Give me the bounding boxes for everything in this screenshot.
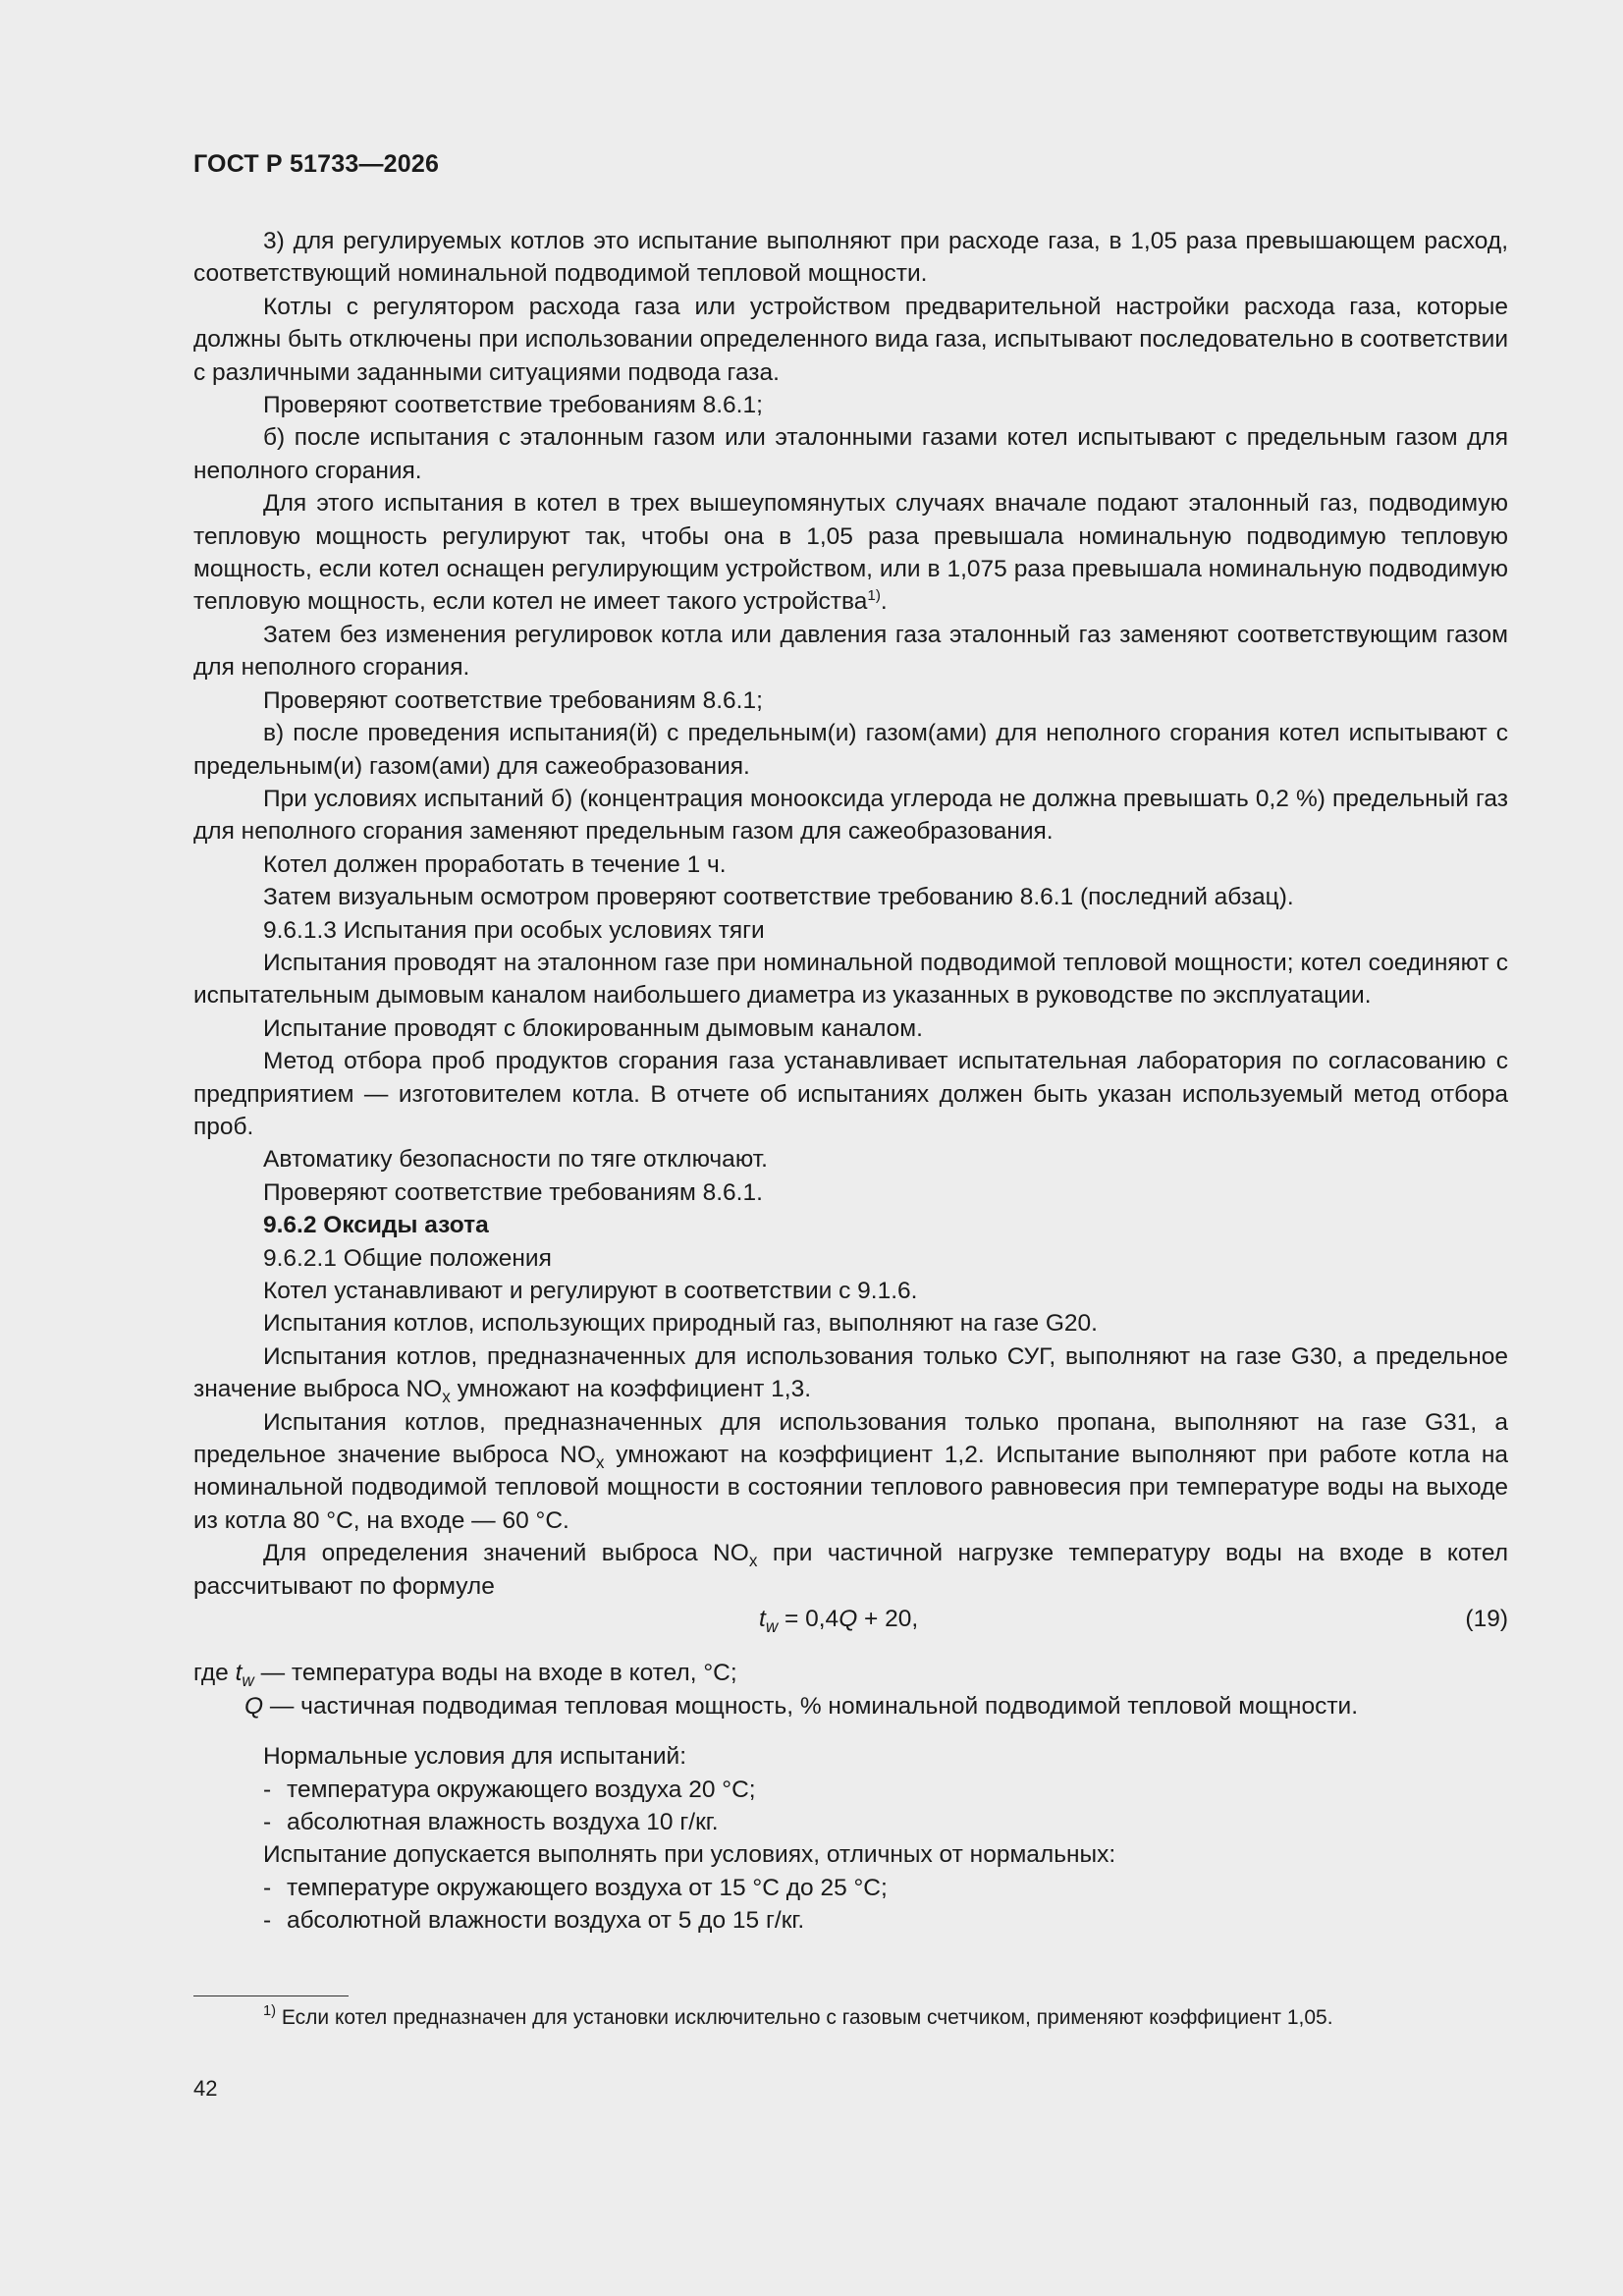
formula-variable: t: [235, 1660, 243, 1687]
paragraph: Автоматику безопасности по тяге отключают.: [263, 1146, 768, 1174]
conditions-title: Испытание допускается выполнять при условиях, отличных от нормальных:: [263, 1841, 1116, 1869]
formula-subscript: w: [242, 1670, 254, 1691]
where-prefix: где: [193, 1660, 236, 1687]
paragraph-text: при частичной нагрузке температуру воды на входе в котел рассчитывают по формуле: [193, 1540, 1508, 1600]
paragraph: При условиях испытаний б) (концентрация монооксида углерода не должна превышать 0,2 %) предельный газ для неполного сгорания заменяют предельным газом для сажеобразования.: [193, 785, 1508, 846]
where-line: [193, 1690, 1508, 1722]
subscript: x: [442, 1387, 451, 1407]
list-dash: -: [263, 1776, 272, 1803]
paragraph: Испытания котлов, использующих природный газ, выполняют на газе G20.: [263, 1310, 1098, 1338]
paragraph: Затем визуальным осмотром проверяют соответствие требованию 8.6.1 (последний абзац).: [263, 884, 1294, 911]
list-item: [193, 1774, 1508, 1806]
document-header: ГОСТ Р 51733—2026: [193, 150, 440, 178]
footnote: [193, 2003, 1508, 2033]
where-text: — температура воды на входе в котел, °C;: [253, 1660, 737, 1687]
paragraph-text: Испытания котлов, предназначенных для использования только пропана, выполняют на газе G31, а предельное значение выброса NO: [193, 1408, 1508, 1469]
formula-variable: Q: [839, 1606, 858, 1633]
footnote-text: Если котел предназначен для установки исключительно с газовым счетчиком, применяют коэффициент 1,05.: [276, 2006, 1333, 2029]
paragraph: Котлы с регулятором расхода газа или устройством предварительной настройки расхода газа, которые должны быть отключены при использовании определенного вида газа, испытывают последовательно в соответствии с различными заданными ситуациями подвода газа.: [193, 293, 1508, 386]
paragraph: [193, 1340, 1508, 1406]
paragraph: Котел должен проработать в течение 1 ч.: [263, 850, 727, 878]
paragraph: Испытание проводят с блокированным дымовым каналом.: [263, 1014, 923, 1042]
paragraph: [193, 1537, 1508, 1603]
paragraph: [193, 487, 1508, 619]
paragraph: б) после испытания с эталонным газом или эталонными газами котел испытывают с предельным газом для неполного сгорания.: [193, 424, 1508, 484]
subscript: x: [595, 1452, 605, 1473]
formula-number: (19): [1465, 1606, 1508, 1633]
where-line: [193, 1657, 1508, 1689]
list-item: [193, 1904, 1508, 1937]
spacer: [193, 1722, 1508, 1740]
paragraph: Затем без изменения регулировок котла или давления газа эталонный газ заменяют соответствующим газом для неполного сгорания.: [193, 621, 1508, 682]
list-item: [193, 1872, 1508, 1904]
footnote-marker: 1): [263, 2003, 277, 2020]
formula-subscript: w: [765, 1616, 779, 1637]
list-item: [193, 1806, 1508, 1838]
paragraph-text: .: [880, 588, 888, 616]
footnote-divider: [193, 1995, 349, 1996]
paragraph-text: Для этого испытания в котел в трех вышеупомянутых случаях вначале подают эталонный газ, подводимую тепловую мощность регулируют так, чтобы она в 1,05 раза превышала номинальную подводимую тепловую мощность, если котел оснащен регулирующим устройством, или в 1,075 раза превышала номинальную подводимую тепловую мощность, если котел не имеет такого устройства: [193, 490, 1508, 616]
footnote-reference: 1): [867, 587, 881, 605]
paragraph-text: Испытания котлов, предназначенных для использования только СУГ, выполняют на газе G30, а предельное значение выброса NO: [193, 1342, 1508, 1403]
page-number: 42: [193, 2076, 218, 2101]
paragraph: Проверяют соответствие требованиям 8.6.1;: [263, 392, 763, 419]
paragraph: Проверяют соответствие требованиям 8.6.1;: [263, 686, 763, 714]
paragraph-text: Для определения значений выброса NO: [263, 1540, 749, 1567]
list-dash: -: [263, 1907, 272, 1935]
list-item-text: абсолютная влажность воздуха 10 г/кг.: [287, 1809, 719, 1836]
paragraph: Испытания проводят на эталонном газе при номинальной подводимой тепловой мощности; котел соединяют с испытательным дымовым каналом наибольшего диаметра из указанных в руководстве по эксплуатации.: [193, 949, 1508, 1010]
list-item-text: температуре окружающего воздуха от 15 °C до 25 °C;: [287, 1874, 888, 1901]
formula-variable: Q: [244, 1692, 264, 1720]
paragraph: в) после проведения испытания(й) с предельным(и) газом(ами) для неполного сгорания котел испытывают с предельным(и) газом(ами) для сажеобразования.: [193, 720, 1508, 780]
formula-variable: t: [759, 1606, 766, 1633]
paragraph-text: умножают на коэффициент 1,3.: [450, 1376, 812, 1403]
list-dash: -: [263, 1809, 272, 1836]
section-heading-bold: 9.6.2 Оксиды азота: [263, 1212, 489, 1239]
paragraph: 3) для регулируемых котлов это испытание выполняют при расходе газа, в 1,05 раза превышающем расход, соответствующий номинальной подводимой тепловой мощности.: [193, 228, 1508, 288]
list-item-text: абсолютной влажности воздуха от 5 до 15 г/кг.: [287, 1907, 805, 1935]
paragraph: Метод отбора проб продуктов сгорания газа устанавливает испытательная лаборатория по согласованию с предприятием — изготовителем котла. В отчете об испытаниях должен быть указан используемый метод отбора проб.: [193, 1048, 1508, 1140]
list-dash: -: [263, 1874, 272, 1901]
paragraph: Проверяют соответствие требованиям 8.6.1.: [263, 1178, 763, 1206]
paragraph-text: умножают на коэффициент 1,2. Испытание выполняют при работе котла на номинальной подводимой тепловой мощности в состоянии теплового равновесия при температуре воды на выходе из котла 80 °C, на входе — 60 °C.: [193, 1442, 1508, 1534]
subscript: x: [748, 1551, 758, 1571]
section-heading: 9.6.1.3 Испытания при особых условиях тяги: [263, 916, 765, 944]
document-body: [193, 225, 1508, 1938]
formula-row: [193, 1603, 1508, 1635]
section-heading: 9.6.2.1 Общие положения: [263, 1244, 552, 1272]
where-text: — частичная подводимая тепловая мощность, % номинальной подводимой тепловой мощности.: [263, 1692, 1359, 1720]
conditions-title: Нормальные условия для испытаний:: [263, 1743, 686, 1771]
formula-text: + 20,: [857, 1606, 919, 1633]
paragraph: Котел устанавливают и регулируют в соответствии с 9.1.6.: [263, 1278, 918, 1304]
paragraph: [193, 1406, 1508, 1538]
list-item-text: температура окружающего воздуха 20 °C;: [287, 1776, 756, 1803]
formula-text: = 0,4: [778, 1606, 839, 1633]
formula: [759, 1603, 918, 1635]
